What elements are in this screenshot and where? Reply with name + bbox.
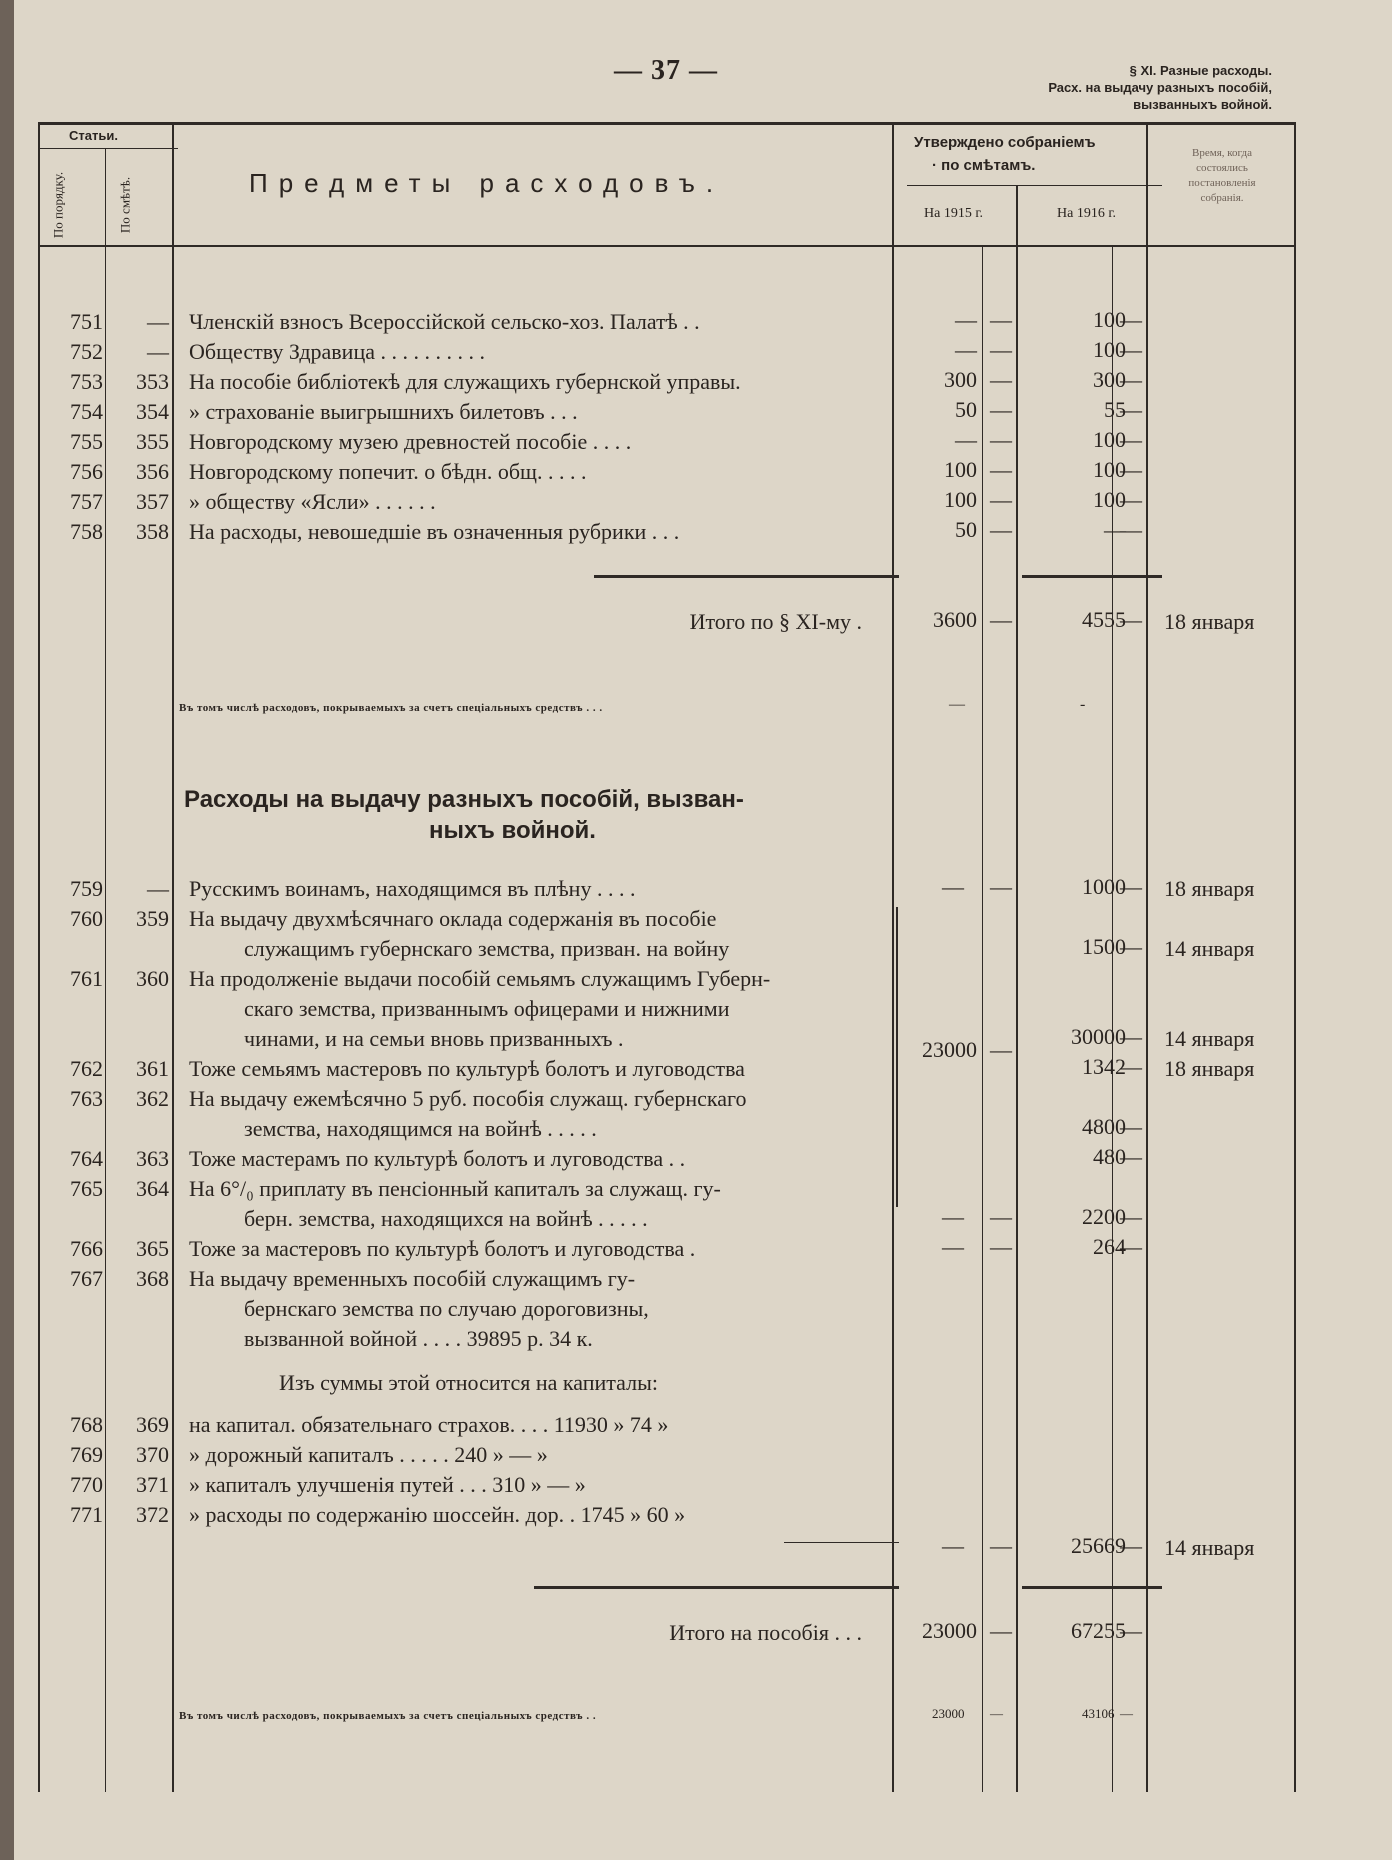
total-war-1916: 67255 [1071,1618,1126,1643]
total-xi-1916-kop: — [1120,607,1142,632]
row-1916-kop: — [1120,427,1142,452]
war-row-number: 759 [70,876,103,901]
row-1915-kop: — [990,427,1012,452]
row-number: 752 [70,339,103,364]
war-row-text-line: чинами, и на семьи вновь призванныхъ . [244,1026,624,1051]
war-row-1916: 264 [1093,1234,1126,1259]
row-1915: 300 [944,367,977,392]
col-line-1916 [1146,122,1148,1792]
header-approved-2: · по смѣтамъ. [932,157,1036,174]
war-row-1916: 480 [1093,1144,1126,1169]
row-text: На расходы, невошедшіе въ означенныя рубрики . . . [189,519,680,544]
war-row-1916: 1342 [1082,1054,1126,1079]
war-row-1915: — [942,1204,964,1229]
war-row-smeta: 362 [136,1086,169,1111]
special-xi-1916: - [1080,696,1086,713]
row-1915: 100 [944,457,977,482]
war-row-text-line: На выдачу временныхъ пособій служащимъ гу- [189,1266,636,1291]
capital-row-number: 771 [70,1502,103,1527]
capitals-heading: Изъ суммы этой относится на капиталы: [279,1370,659,1395]
war-row-smeta: 361 [136,1056,169,1081]
capital-row-smeta: 371 [136,1472,169,1497]
war-row-text-line: бернскаго земства по случаю дороговизны, [244,1296,649,1321]
header-po-poryadku: По порядку. [50,171,66,239]
row-767-1916-kop: — [1120,1533,1142,1558]
war-row-smeta: 365 [136,1236,169,1261]
row-1916: — [1104,517,1126,542]
row-text: » страхованіе выигрышнихъ билетовъ . . . [189,399,578,424]
header-time-3: постановленія [1188,177,1256,189]
row-1915-kop: — [990,457,1012,482]
war-row-number: 765 [70,1176,103,1201]
special-war-label: Въ томъ числѣ расходовъ, покрываемыхъ за счетъ спеціальныхъ средствъ . . [179,1710,597,1722]
row-smeta: 354 [136,399,169,424]
border-right [1294,122,1296,1792]
total-war-label: Итого на пособія . . . [669,1620,862,1645]
total-xi-1916: 4555 [1082,607,1126,632]
war-row-smeta: 368 [136,1266,169,1291]
row-text: Членскій взносъ Всероссійской сельско-хоз. Палатѣ . . [189,309,700,334]
row-smeta: — [147,309,169,334]
row-1915-kop: — [990,337,1012,362]
row-smeta: — [147,339,169,364]
header-po-smete: По смѣтѣ. [117,176,133,234]
row-1916-kop: — [1120,367,1142,392]
header-time-2: состоялись [1196,162,1248,174]
total-war-1915: 23000 [922,1618,977,1643]
special-war-1915-kop: — [990,1706,1003,1721]
row-1916-kop: — [1120,457,1142,482]
war-row-smeta: — [147,876,169,901]
war-row-1916-kop: — [1120,874,1142,899]
war-row-date: 14 января [1164,936,1255,961]
row-number: 754 [70,399,103,424]
row-1915: 100 [944,487,977,512]
war-row-1916-kop: — [1120,1234,1142,1259]
war-row-1916-kop: — [1120,1144,1142,1169]
col-line-1915-kop [982,245,983,1792]
capital-row-smeta: 372 [136,1502,169,1527]
section-title [1048,62,1272,113]
special-war-1916: 43106 [1082,1706,1115,1721]
total-war-rule-1916 [1022,1586,1162,1589]
col-line-smete [172,122,174,1792]
war-row-1916-kop: — [1120,1114,1142,1139]
capital-row-smeta: 369 [136,1412,169,1437]
row-1916: 100 [1093,427,1126,452]
row-1915-kop: — [990,307,1012,332]
row-1916-kop: — [1120,307,1142,332]
war-row-1916: 1000 [1082,874,1126,899]
header-time-4: собранія. [1200,192,1244,204]
capital-row-text: » капиталъ улучшенія путей . . . 310 » — » [189,1472,586,1497]
row-smeta: 355 [136,429,169,454]
section-subtitle-line-1: Расх. на выдачу разныхъ пособій, [1048,80,1272,95]
border-left [38,122,40,1792]
capital-row-number: 769 [70,1442,103,1467]
war-row-smeta: 363 [136,1146,169,1171]
row-smeta: 357 [136,489,169,514]
war-row-text-line: На выдачу двухмѣсячнаго оклада содержанія въ пособіе [189,906,717,931]
table-top-rule [38,122,1296,125]
war-row-text-line: Тоже семьямъ мастеровъ по культурѣ болотъ и луговодства [189,1056,745,1081]
row-767-1916: 25669 [1071,1533,1126,1558]
document-page [14,0,1392,1860]
row-smeta: 358 [136,519,169,544]
war-row-1916-kop: — [1120,1054,1142,1079]
total-xi-1915: 3600 [933,607,977,632]
row-number: 757 [70,489,103,514]
row-1916: 100 [1093,307,1126,332]
war-row-text-line: Русскимъ воинамъ, находящимся въ плѣну . . . . [189,876,636,901]
row-1916: 100 [1093,457,1126,482]
row-smeta: 356 [136,459,169,484]
war-row-date: 14 января [1164,1026,1255,1051]
capital-row-text: » дорожный капиталъ . . . . . 240 » — » [189,1442,548,1467]
war-row-1915-kop: — [990,1234,1012,1259]
total-war-rule [534,1586,899,1589]
war-row-number: 762 [70,1056,103,1081]
capital-row-text: на капитал. обязательнаго страхов. . . . 11930 » 74 » [189,1412,669,1437]
special-xi-1915: — [949,696,965,713]
war-row-1916: 4800 [1082,1114,1126,1139]
header-1916: На 1916 г. [1057,206,1116,221]
header-approved: Утверждено собраніемъ [914,134,1096,151]
war-row-1916: 1500 [1082,934,1126,959]
col-line-poryadku [105,148,106,1792]
capitals-rule [784,1542,899,1543]
group-1915-kop: — [990,1037,1012,1062]
special-war-1915: 23000 [932,1706,965,1721]
total-war-1916-kop: — [1120,1618,1142,1643]
header-stati: Статьи. [69,128,118,143]
war-row-1915-kop: — [990,1204,1012,1229]
row-number: 758 [70,519,103,544]
war-row-smeta: 364 [136,1176,169,1201]
row-1915: 50 [955,397,977,422]
row-1915: — [955,427,977,452]
war-row-number: 761 [70,966,103,991]
war-heading-line-2: ныхъ войной. [429,817,596,844]
col-line-1915 [1016,185,1018,1792]
header-predmety: Предметы расходовъ. [249,168,725,198]
war-row-text-line: земства, находящимся на войнѣ . . . . . [244,1116,597,1141]
row-text: Новгородскому музею древностей пособіе . . . . [189,429,632,454]
war-row-1916-kop: — [1120,1204,1142,1229]
header-time-1: Время, когда [1192,147,1252,159]
war-row-text-line: На продолженіе выдачи пособій семьямъ служащимъ Губерн- [189,966,771,991]
header-1915: На 1915 г. [924,206,983,221]
war-row-text-line: Тоже мастерамъ по культурѣ болотъ и луговодства . . [189,1146,686,1171]
war-row-date: 18 января [1164,1056,1255,1081]
war-row-1916: 30000 [1071,1024,1126,1049]
row-1916-kop: — [1120,337,1142,362]
war-row-1916-kop: — [1120,934,1142,959]
capital-row-number: 770 [70,1472,103,1497]
special-war-1916-kop: — [1120,1706,1133,1721]
row-text: » обществу «Ясли» . . . . . . [189,489,436,514]
total-xi-rule [594,575,899,578]
row-1915-kop: — [990,367,1012,392]
row-767-date: 14 января [1164,1535,1255,1560]
war-row-text-line: служащимъ губернскаго земства, призван. на войну [244,936,730,961]
war-row-1916: 2200 [1082,1204,1126,1229]
group-1915-value: 23000 [922,1037,977,1062]
war-row-text-line: берн. земства, находящихся на войнѣ . . . . . [244,1206,648,1231]
war-row-1915: — [942,1234,964,1259]
war-row-text-line: вызванной войной . . . . 39895 р. 34 к. [244,1326,593,1351]
total-xi-date: 18 января [1164,609,1255,634]
total-xi-1915-kop: — [990,607,1012,632]
row-text: Новгородскому попечит. о бѣдн. общ. . . . . [189,459,587,484]
war-row-1915: — [942,874,964,899]
row-767-1915-kop: — [990,1533,1012,1558]
row-1916: 100 [1093,337,1126,362]
total-war-1915-kop: — [990,1618,1012,1643]
row-1916: 55 [1104,397,1126,422]
section-title-line: § XI. Разные расходы. [1129,63,1272,78]
capital-row-smeta: 370 [136,1442,169,1467]
war-row-date: 18 января [1164,876,1255,901]
row-1915-kop: — [990,487,1012,512]
row-number: 751 [70,309,103,334]
war-row-text-line: На 6°/₀ приплату въ пенсіонный капиталъ за служащ. гу- [189,1176,721,1201]
row-1916: 100 [1093,487,1126,512]
total-xi-rule-1916 [1022,575,1162,578]
war-row-text-line: Тоже за мастеровъ по культурѣ болотъ и луговодства . [189,1236,696,1261]
total-xi-label: Итого по § XI-му . [689,609,862,634]
war-row-1915-kop: — [990,874,1012,899]
war-heading-line-1: Расходы на выдачу разныхъ пособій, вызван- [184,786,744,813]
row-number: 753 [70,369,103,394]
war-row-smeta: 360 [136,966,169,991]
war-row-text-line: На выдачу ежемѣсячно 5 руб. пособія служащ. губернскаго [189,1086,747,1111]
row-smeta: 353 [136,369,169,394]
approved-rule [907,185,1162,186]
row-1915-kop: — [990,517,1012,542]
war-row-1916-kop: — [1120,1024,1142,1049]
war-row-text-line: скаго земства, призваннымъ офицерами и нижними [244,996,730,1021]
war-row-number: 767 [70,1266,103,1291]
row-1915-kop: — [990,397,1012,422]
war-row-number: 764 [70,1146,103,1171]
page-number: — 37 — [614,55,718,86]
row-number: 755 [70,429,103,454]
capital-row-number: 768 [70,1412,103,1437]
row-1916-kop: — [1120,517,1142,542]
row-1915: — [955,307,977,332]
header-time [1150,146,1294,206]
row-1915: 50 [955,517,977,542]
row-text: На пособіе библіотекѣ для служащихъ губернской управы. [189,369,741,394]
war-row-smeta: 359 [136,906,169,931]
row-1915: — [955,337,977,362]
row-1916: 300 [1093,367,1126,392]
row-767-1915: — [942,1533,964,1558]
group-brace-line [896,907,898,1207]
row-1916-kop: — [1120,487,1142,512]
stati-rule [38,148,178,149]
capital-row-text: » расходы по содержанію шоссейн. дор. . 1745 » 60 » [189,1502,686,1527]
row-1916-kop: — [1120,397,1142,422]
war-row-number: 763 [70,1086,103,1111]
row-text: Обществу Здравица . . . . . . . . . . [189,339,485,364]
row-number: 756 [70,459,103,484]
section-subtitle-line-2: вызванныхъ войной. [1133,97,1272,112]
special-xi-label: Въ томъ числѣ расходовъ, покрываемыхъ за счетъ спеціальныхъ средствъ . . . [179,702,603,714]
header-bottom-rule [38,245,1296,247]
war-row-number: 766 [70,1236,103,1261]
war-row-number: 760 [70,906,103,931]
